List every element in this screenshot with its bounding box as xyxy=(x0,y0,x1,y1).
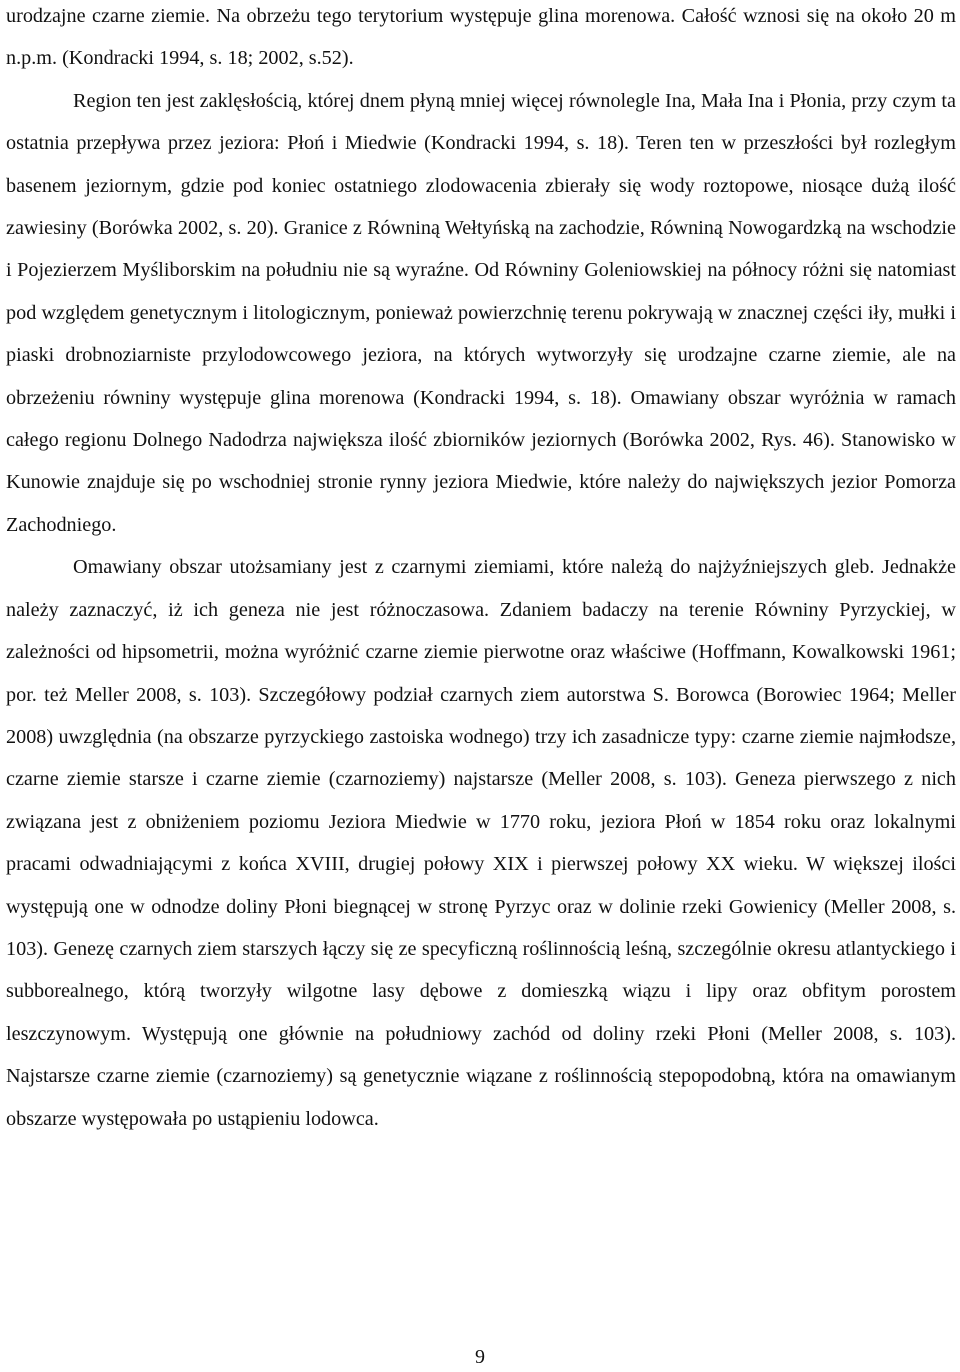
paragraph-black-soils: Omawiany obszar utożsamiany jest z czarnymi ziemiami, które należą do najżyźniejszych gleb. Jednakże należy zaznaczyć, iż ich geneza nie jest różnoczasowa. Zdaniem badaczy na terenie Równiny Pyrzyckiej, w zależności od hipsometrii, można wyróżnić czarne ziemie pierwotne oraz właściwe (Hoffmann, Kowalkowski 1961; por. też Meller 2008, s. 103). Szczegółowy podział czarnych ziem autorstwa S. Borowca (Borowiec 1964; Meller 2008) uwzględnia (na obszarze pyrzyckiego zastoiska wodnego) trzy ich zasadnicze typy: czarne ziemie najmłodsze, czarne ziemie starsze i czarne ziemie (czarnoziemy) najstarsze (Meller 2008, s. 103). Geneza pierwszego z nich związana jest z obniżeniem poziomu Jeziora Miedwie w 1770 roku, jeziora Płoń w 1854 roku oraz lokalnymi pracami odwadniającymi z końca XVIII, drugiej połowy XIX i pierwszej połowy XX wieku. W większej ilości występują one w odnodze doliny Płoni biegnącej w stronę Pyrzyc oraz w dolinie rzeki Gowienicy (Meller 2008, s. 103). Genezę czarnych ziem starszych łączy się ze specyficzną roślinnością leśną, szczególnie okresu atlantyckiego i subborealnego, którą tworzyły wilgotne lasy dębowe z domieszką wiązu i lipy oraz obfitym porostem leszczynowym. Występują one głównie na południowy zachód od doliny rzeki Płoni (Meller 2008, s. 103). Najstarsze czarne ziemie (czarnoziemy) są genetycznie wiązane z roślinnością stepopodobną, która na omawianym obszarze występowała po ustąpieniu lodowca. xyxy=(6,556,956,1130)
page-number: 9 xyxy=(475,1346,485,1368)
paragraph-region-description: Region ten jest zaklęsłością, której dnem płyną mniej więcej równolegle Ina, Mała Ina i Płonia, przy czym ta ostatnia przepływa przez jeziora: Płoń i Miedwie (Kondracki 1994, s. 18). Teren ten w przeszłości był rozległym basenem jeziornym, gdzie pod koniec ostatniego zlodowacenia zbierały się wody roztopowe, niosące dużą ilość zawiesiny (Borówka 2002, s. 20). Granice z Równiną Wełtyńską na zachodzie, Równiną Nowogardzką na wschodzie i Pojezierzem Myśliborskim na południu nie są wyraźne. Od Równiny Goleniowskiej na północy różni się natomiast pod względem genetycznym i litologicznym, ponieważ powierzchnię terenu pokrywają w znacznej części iły, mułki i piaski drobnoziarniste przylodowcowego jeziora, na których wytworzyły się urodzajne czarne ziemie, ale na obrzeżeniu równiny występuje glina morenowa (Kondracki 1994, s. 18). Omawiany obszar wyróżnia w ramach całego regionu Dolnego Nadodrza największa ilość zbiorników jeziornych (Borówka 2002, Rys. 46). Stanowisko w Kunowie znajduje się po wschodniej stronie rynny jeziora Miedwie, które należy do największych jezior Pomorza Zachodniego. xyxy=(6,89,956,536)
body-text xyxy=(6,0,956,1140)
paragraph-continuation: urodzajne czarne ziemie. Na obrzeżu tego terytorium występuje glina morenowa. Całość wznosi się na około 20 m n.p.m. (Kondracki 1994, s. 18; 2002, s.52). xyxy=(6,5,956,70)
